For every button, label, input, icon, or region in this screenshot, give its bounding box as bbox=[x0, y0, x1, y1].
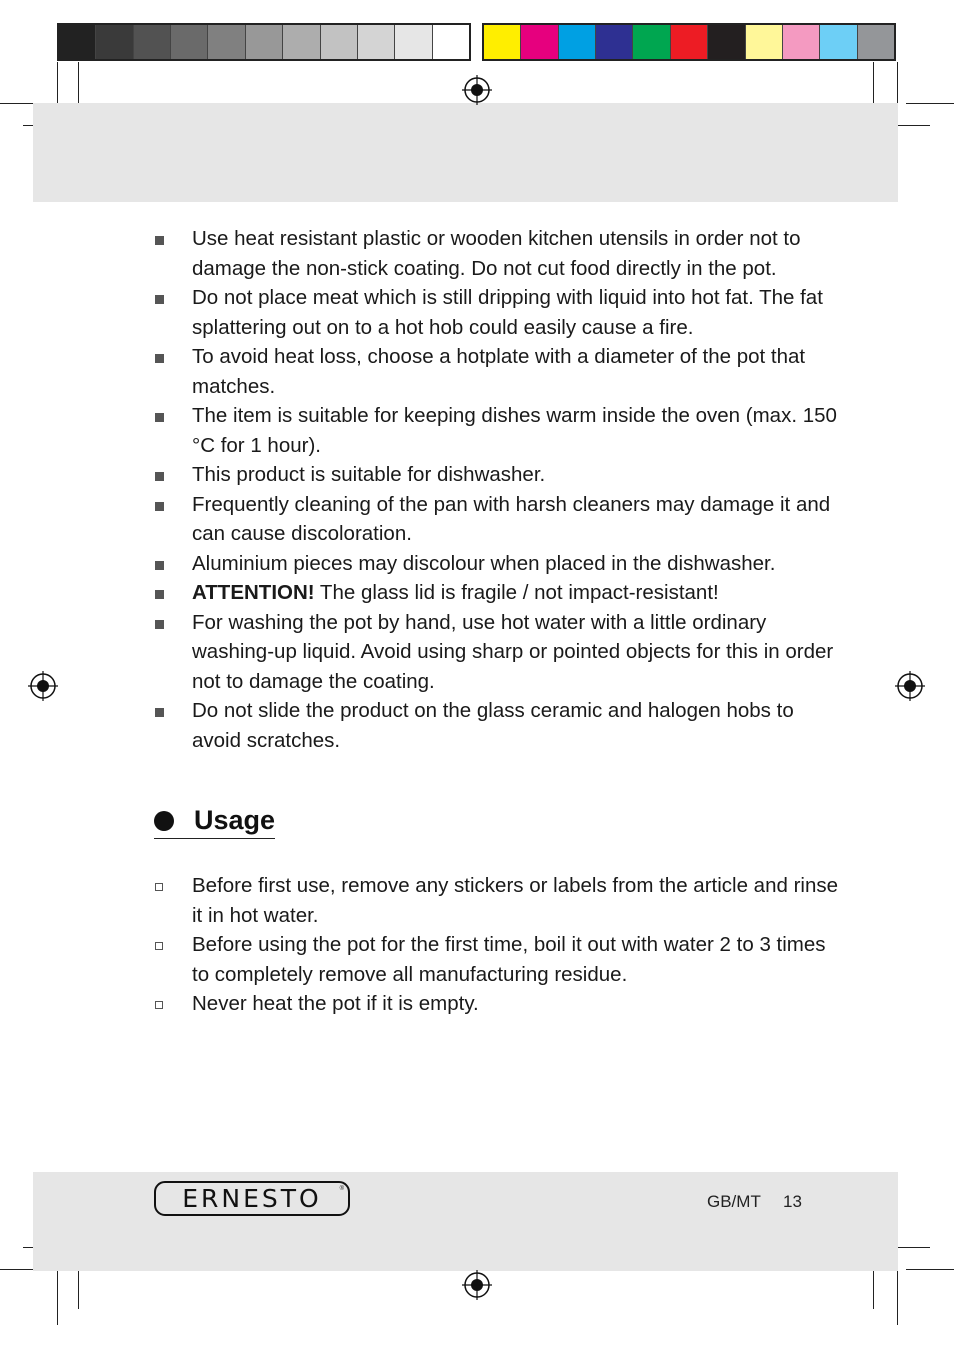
heading-dot-icon bbox=[154, 811, 174, 831]
grayscale-calibration-bar bbox=[57, 23, 471, 61]
header-band bbox=[33, 103, 898, 202]
crop-mark bbox=[78, 1265, 79, 1309]
bullet-item: The item is suitable for keeping dishes warm inside the oven (max. 150 °C for 1 hour). bbox=[150, 401, 840, 460]
bullet-item: Aluminium pieces may discolour when placed in the dishwasher. bbox=[150, 549, 840, 579]
checklist-item: Never heat the pot if it is empty. bbox=[150, 989, 840, 1019]
page-number: 13 bbox=[783, 1192, 802, 1211]
color-swatch bbox=[283, 25, 320, 59]
color-swatch bbox=[783, 25, 820, 59]
brand-logo-text: ERNESTO bbox=[182, 1184, 322, 1213]
square-bullet-icon bbox=[155, 413, 164, 422]
square-bullet-icon bbox=[155, 502, 164, 511]
square-bullet-icon bbox=[155, 620, 164, 629]
checkbox-icon bbox=[155, 883, 163, 891]
bullet-item: ATTENTION! The glass lid is fragile / not impact-resistant! bbox=[150, 578, 840, 608]
color-swatch bbox=[521, 25, 558, 59]
square-bullet-icon bbox=[155, 354, 164, 363]
color-swatch bbox=[208, 25, 245, 59]
square-bullet-icon bbox=[155, 236, 164, 245]
safety-bullet-list bbox=[150, 224, 840, 755]
color-swatch bbox=[708, 25, 745, 59]
color-swatch bbox=[858, 25, 894, 59]
color-swatch bbox=[96, 25, 133, 59]
color-swatch bbox=[171, 25, 208, 59]
bullet-item: For washing the pot by hand, use hot water with a little ordinary washing-up liquid. Avoid using sharp or pointed objects for this in order not to damage the coating. bbox=[150, 608, 840, 697]
color-swatch bbox=[134, 25, 171, 59]
crop-mark bbox=[57, 1265, 58, 1325]
crop-mark bbox=[873, 1265, 874, 1309]
color-swatch bbox=[59, 25, 96, 59]
crop-mark bbox=[57, 62, 58, 106]
crop-mark bbox=[78, 62, 79, 106]
square-bullet-icon bbox=[155, 590, 164, 599]
color-swatch bbox=[633, 25, 670, 59]
attention-label: ATTENTION! bbox=[192, 581, 315, 604]
color-swatch bbox=[484, 25, 521, 59]
usage-checklist bbox=[150, 871, 840, 1019]
bullet-item: Frequently cleaning of the pan with harsh cleaners may damage it and can cause discoloration. bbox=[150, 490, 840, 549]
registration-mark-icon bbox=[462, 1270, 492, 1300]
color-swatch bbox=[746, 25, 783, 59]
crop-mark bbox=[873, 62, 874, 106]
checklist-item: Before using the pot for the first time, boil it out with water 2 to 3 times to completely remove all manufacturing residue. bbox=[150, 930, 840, 989]
bullet-item: Use heat resistant plastic or wooden kitchen utensils in order not to damage the non-stick coating. Do not cut food directly in the pot. bbox=[150, 224, 840, 283]
color-swatch bbox=[559, 25, 596, 59]
color-swatch bbox=[358, 25, 395, 59]
crop-mark bbox=[906, 103, 954, 104]
bullet-item: Do not place meat which is still dripping with liquid into hot fat. The fat splattering out on to a hot hob could easily cause a fire. bbox=[150, 283, 840, 342]
color-swatch bbox=[246, 25, 283, 59]
bullet-item: Do not slide the product on the glass ceramic and halogen hobs to avoid scratches. bbox=[150, 696, 840, 755]
language-code: GB/MT bbox=[707, 1192, 761, 1211]
square-bullet-icon bbox=[155, 708, 164, 717]
color-swatch bbox=[671, 25, 708, 59]
section-title: Usage bbox=[194, 805, 276, 835]
brand-logo bbox=[154, 1181, 350, 1216]
square-bullet-icon bbox=[155, 472, 164, 481]
checkbox-icon bbox=[155, 1001, 163, 1009]
color-swatch bbox=[596, 25, 633, 59]
checklist-item: Before first use, remove any stickers or labels from the article and rinse it in hot water. bbox=[150, 871, 840, 930]
color-swatch bbox=[321, 25, 358, 59]
crop-mark bbox=[897, 1265, 898, 1325]
color-swatch bbox=[820, 25, 857, 59]
bullet-item: This product is suitable for dishwasher. bbox=[150, 460, 840, 490]
color-swatch bbox=[395, 25, 432, 59]
section-heading bbox=[154, 805, 275, 839]
square-bullet-icon bbox=[155, 295, 164, 304]
square-bullet-icon bbox=[155, 561, 164, 570]
checkbox-icon bbox=[155, 942, 163, 950]
color-calibration-bar bbox=[482, 23, 896, 61]
crop-mark bbox=[897, 62, 898, 106]
color-swatch bbox=[433, 25, 469, 59]
registration-mark-icon bbox=[895, 671, 925, 701]
registration-mark-icon bbox=[28, 671, 58, 701]
bullet-item: To avoid heat loss, choose a hotplate with a diameter of the pot that matches. bbox=[150, 342, 840, 401]
crop-mark bbox=[906, 1269, 954, 1270]
trademark-symbol: ® bbox=[339, 1186, 344, 1192]
registration-mark-icon bbox=[462, 75, 492, 105]
